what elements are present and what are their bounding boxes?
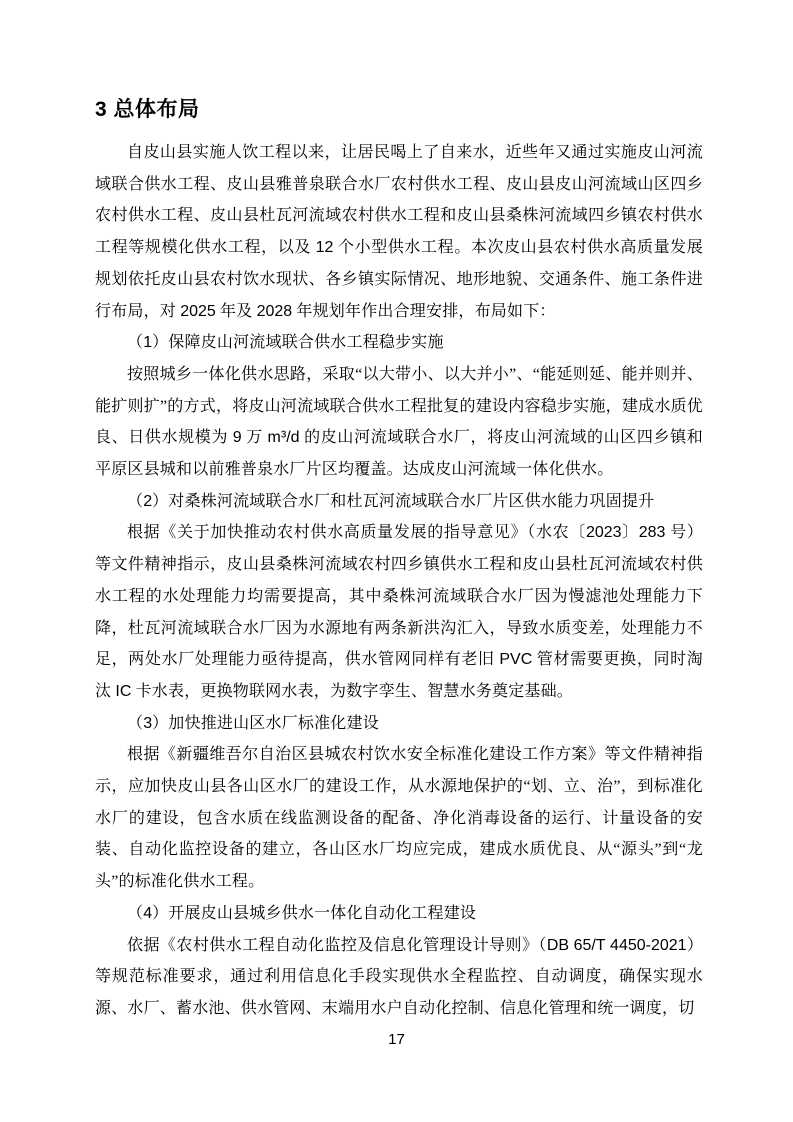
page-number: 17: [388, 1031, 405, 1048]
paragraph-section-1: 按照城乡一体化供水思路，采取“以大带小、以大并小”、“能延则延、能并则并、能扩则扩”的方式，将皮山河流域联合供水工程批复的建设内容稳步实施，建成水质优良、日供水规模为 9 万 m³/d 的皮山河流域联合水厂，将皮山河流域的山区四乡镇和平原区县城和以前雅普泉水厂片区均覆盖。达成皮山河流域一体化供水。: [95, 365, 703, 479]
latin-text: 2028: [256, 302, 293, 320]
latin-text: 4: [143, 904, 153, 922]
document-content: [95, 96, 703, 1025]
paragraph-section-3: 根据《新疆维吾尔自治区县城农村饮水安全标准化建设工作方案》等文件精神指示，应加快皮山县各山区水厂的建设工作，从水源地保护的“划、立、治”，到标准化水厂的建设，包含水质在线监测设备的配备、净化消毒设备的运行、计量设备的安装、自动化监控设备的建立，各山区水厂均应完成，建成水质优良、从“源头”到“龙头”的标准化供水工程。: [95, 746, 703, 891]
latin-text: 3: [143, 714, 153, 732]
latin-text: 283: [638, 524, 666, 542]
latin-text: 9: [232, 429, 242, 447]
latin-text: 65/T: [573, 936, 606, 954]
latin-text: 2025: [180, 302, 216, 320]
latin-text: 2: [143, 492, 153, 510]
latin-text: PVC: [499, 651, 533, 669]
latin-text: 4450-2021: [610, 936, 687, 954]
latin-text: 12: [315, 239, 334, 257]
subheading-2: （2）对桑株河流域联合水厂和杜瓦河流域联合水厂片区供水能力巩固提升: [127, 492, 655, 510]
paragraph-section-4: 依据《农村供水工程自动化监控及信息化管理设计导则》（DB 65/T 4450-2021）等规范标准要求，通过利用信息化手段实现供水全程监控、自动调度，确保实现水源、水厂、蓄水池、供水管网、末端用水户自动化控制、信息化管理和统一调度，切: [95, 936, 704, 1017]
subheading-3: （3）加快推进山区水厂标准化建设: [127, 714, 379, 732]
subheading-4: （4）开展皮山县城乡供水一体化自动化工程建设: [127, 904, 477, 922]
latin-text: IC: [115, 682, 132, 700]
paragraph-section-2: 根据《关于加快推动农村供水高质量发展的指导意见》（水农〔2023〕283 号）等文件精神指示，皮山县桑株河流域农村四乡镇供水工程和皮山县杜瓦河流域农村供水工程的水处理能力均需要提高，其中桑株河流域联合水厂因为慢滤池处理能力下降，杜瓦河流域联合水厂因为水源地有两条新洪沟汇入，导致水质变差，处理能力不足，两处水厂处理能力亟待提高，供水管网同样有老旧 PVC 管材需要更换，同时淘汰 IC 卡水表，更换物联网水表，为数字孪生、智慧水务奠定基础。: [95, 524, 703, 700]
latin-text: DB: [546, 936, 570, 954]
latin-text: 1: [143, 334, 153, 352]
subheading-1: （1）保障皮山河流域联合供水工程稳步实施: [127, 334, 444, 352]
section-heading: 3 总体布局: [95, 98, 200, 121]
paragraph-intro: 自皮山县实施人饮工程以来，让居民喝上了自来水，近些年又通过实施皮山河流域联合供水工程、皮山县雅普泉联合水厂农村供水工程、皮山县皮山河流域山区四乡农村供水工程、皮山县杜瓦河流域农村供水工程和皮山县桑株河流域四乡镇农村供水工程等规模化供水工程，以及 12 个小型供水工程。本次皮山县农村供水高质量发展规划依托皮山县农村饮水现状、各乡镇实际情况、地形地貌、交通条件、施工条件进行布局，对 2025 年及 2028 年规划年作出合理安排，布局如下：: [95, 144, 703, 320]
latin-text: m³/d: [267, 429, 300, 447]
latin-text: 2023: [585, 524, 622, 542]
